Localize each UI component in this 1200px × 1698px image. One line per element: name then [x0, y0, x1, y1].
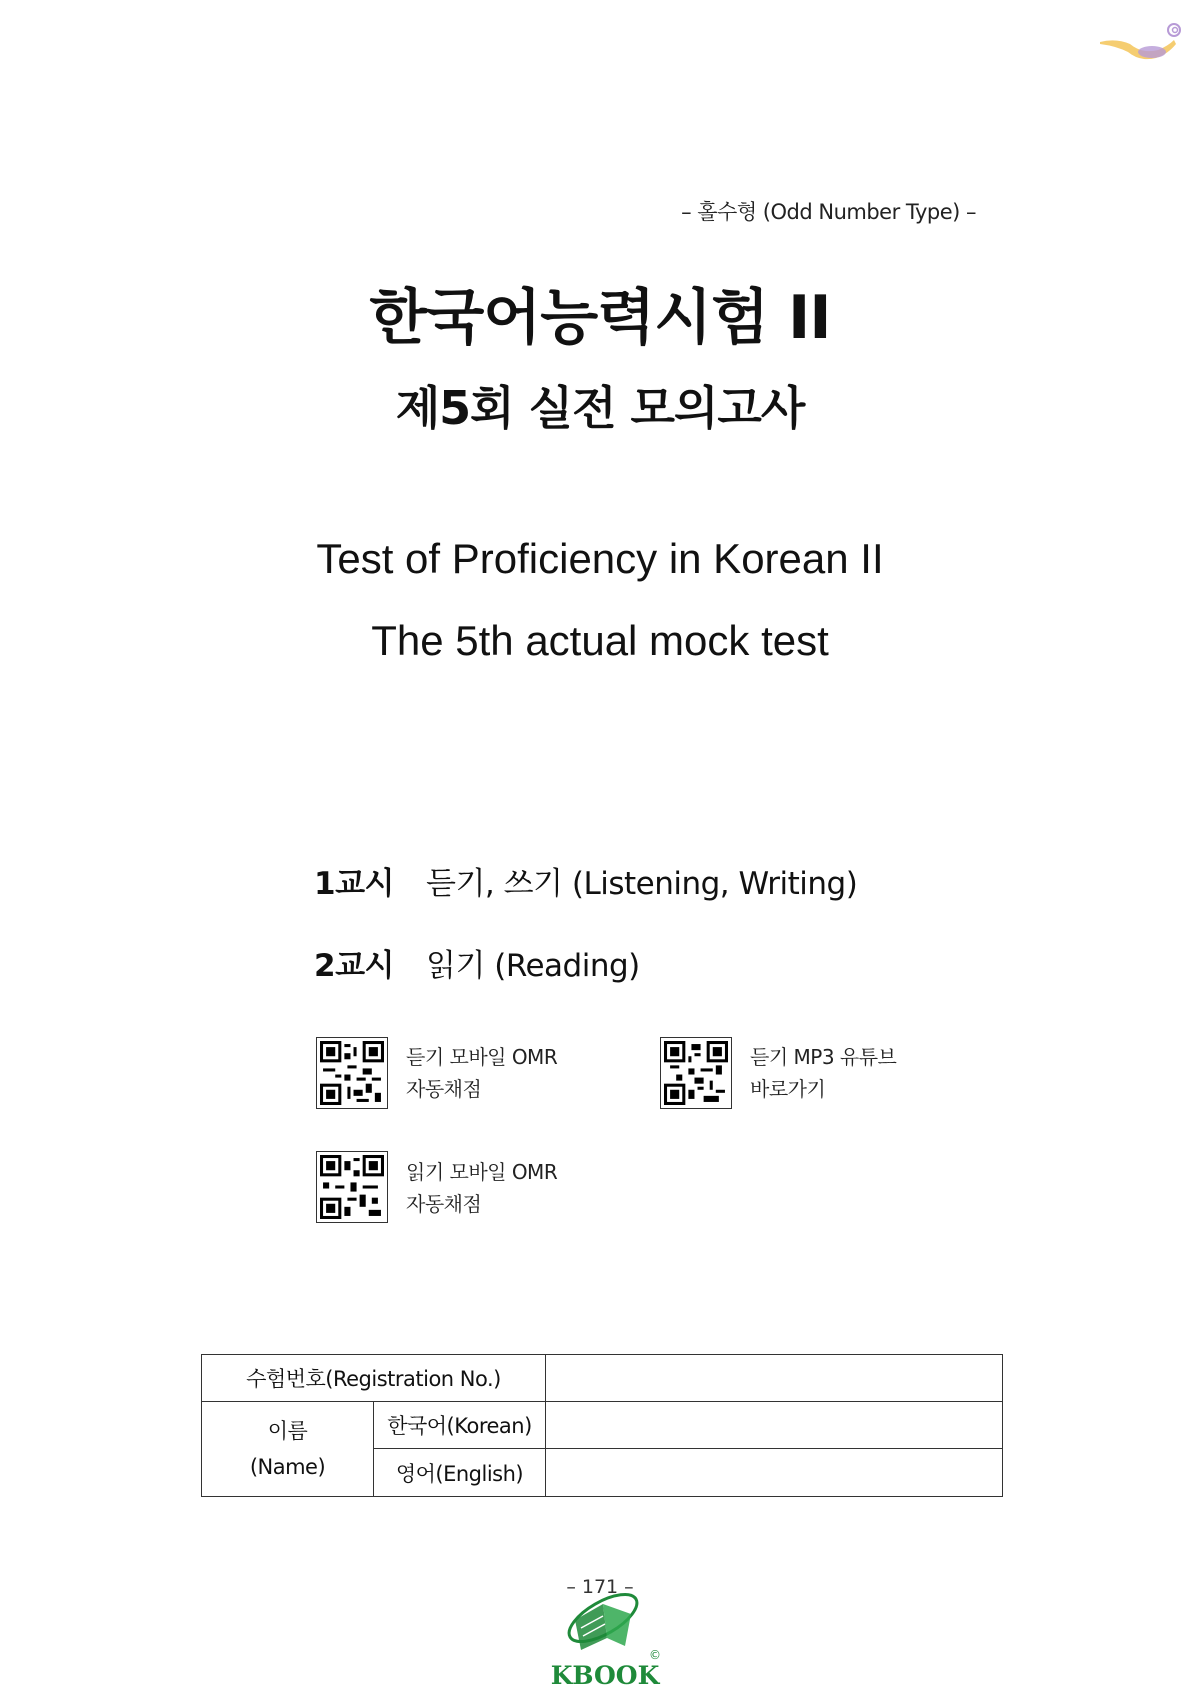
korean-name-label: 한국어(Korean)	[374, 1402, 546, 1449]
session-2	[314, 940, 640, 985]
qr-code-icon	[320, 1041, 384, 1105]
listening-mp3-youtube-qr-code[interactable]	[660, 1037, 732, 1109]
reading-omr-qr-code[interactable]	[316, 1151, 388, 1223]
qr-label-reading-omr	[406, 1156, 557, 1220]
qr-label-line: 듣기 MP3 유튜브	[750, 1045, 897, 1069]
english-title: Test of Proficiency in Korean II	[316, 535, 884, 582]
english-subtitle: The 5th actual mock test	[371, 617, 829, 664]
qr-code-icon	[664, 1041, 728, 1105]
qr-code-icon	[320, 1155, 384, 1219]
qr-label-listening-omr	[406, 1041, 557, 1105]
english-name-field[interactable]	[546, 1449, 1003, 1497]
book-logo-icon	[545, 1580, 665, 1660]
listening-omr-qr-code[interactable]	[316, 1037, 388, 1109]
name-label-en: (Name)	[249, 1455, 326, 1479]
korean-title: 한국어능력시험 II	[369, 283, 831, 353]
registration-table	[201, 1354, 1003, 1497]
copyright-symbol: ©	[649, 1648, 661, 1662]
qr-label-line: 자동채점	[406, 1077, 482, 1101]
korean-subtitle: 제5회 실전 모의고사	[395, 381, 805, 435]
qr-label-line: 자동채점	[406, 1192, 482, 1216]
odd-number-type-label: – 홀수형 (Odd Number Type) –	[681, 200, 976, 224]
name-label-cell	[202, 1402, 374, 1497]
qr-label-line: 바로가기	[750, 1077, 826, 1101]
page-number: – 171 –	[566, 1576, 634, 1598]
qr-label-line: 듣기 모바일 OMR	[406, 1045, 558, 1069]
session-1	[314, 858, 857, 903]
korean-name-field[interactable]	[546, 1402, 1003, 1449]
session-subjects: 읽기 (Reading)	[426, 948, 640, 984]
registration-label: 수험번호(Registration No.)	[202, 1355, 546, 1402]
session-subjects: 듣기, 쓰기 (Listening, Writing)	[426, 866, 858, 902]
session-number: 2교시	[314, 948, 394, 984]
kbook-logo	[545, 1580, 665, 1690]
magic-lamp-icon	[1096, 20, 1186, 64]
name-label-ko: 이름	[267, 1419, 308, 1443]
registration-number-field[interactable]	[546, 1355, 1003, 1402]
qr-label-mp3-youtube	[750, 1041, 896, 1105]
english-name-label: 영어(English)	[374, 1449, 546, 1497]
session-number: 1교시	[314, 866, 394, 902]
qr-label-line: 읽기 모바일 OMR	[406, 1160, 558, 1184]
kbook-logo-text: KBOOK	[550, 1661, 660, 1690]
